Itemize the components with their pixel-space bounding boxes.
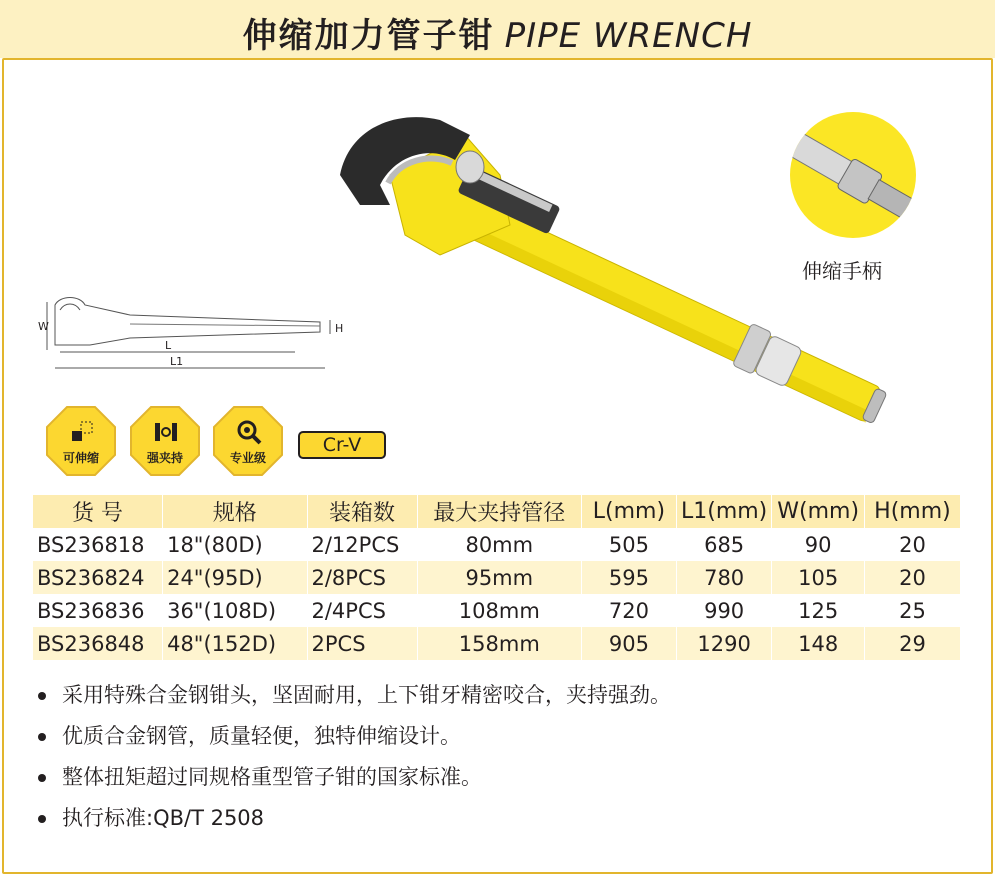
cell-item-no: BS236818 — [33, 528, 163, 561]
bullet-icon — [38, 815, 46, 823]
dimension-diagram — [30, 290, 360, 380]
cell-max-pipe: 158mm — [417, 627, 581, 660]
spec-table — [33, 495, 961, 660]
cell-l1: 685 — [676, 528, 772, 561]
table-row — [33, 561, 961, 594]
cell-item-no: BS236824 — [33, 561, 163, 594]
dim-h: H — [335, 322, 344, 335]
cell-w: 125 — [772, 594, 864, 627]
cell-max-pipe: 80mm — [417, 528, 581, 561]
dim-w: W — [38, 320, 49, 333]
expand-icon — [69, 419, 95, 445]
badge-label: 可伸缩 — [62, 451, 99, 465]
feature-text: 优质合金钢管，质量轻便，独特伸缩设计。 — [62, 724, 461, 748]
feature-text: 执行标准:QB/T 2508 — [62, 806, 265, 830]
badge-label: 专业级 — [229, 451, 266, 465]
cell-size: 36"(108D) — [163, 594, 307, 627]
page-title — [0, 8, 995, 57]
cell-pack: 2/8PCS — [307, 561, 417, 594]
col-header: L1(mm) — [676, 495, 772, 528]
feature-text: 整体扭矩超过同规格重型管子钳的国家标准。 — [62, 765, 482, 789]
list-item — [38, 803, 671, 844]
cell-w: 148 — [772, 627, 864, 660]
cell-w: 90 — [772, 528, 864, 561]
table-row — [33, 594, 961, 627]
badge-label: 强夹持 — [146, 451, 183, 465]
title-en: PIPE WRENCH — [504, 16, 753, 56]
cell-l1: 990 — [676, 594, 772, 627]
table-row — [33, 528, 961, 561]
bullet-icon — [38, 692, 46, 700]
cell-size: 48"(152D) — [163, 627, 307, 660]
cell-pack: 2/12PCS — [307, 528, 417, 561]
cell-l: 720 — [581, 594, 676, 627]
cell-max-pipe: 108mm — [417, 594, 581, 627]
col-header: 最大夹持管径 — [417, 495, 581, 528]
cell-h: 20 — [864, 528, 960, 561]
cell-l: 595 — [581, 561, 676, 594]
dim-l: L — [165, 339, 172, 352]
list-item — [38, 762, 671, 803]
cell-l: 905 — [581, 627, 676, 660]
cell-item-no: BS236848 — [33, 627, 163, 660]
clamp-icon — [153, 419, 179, 445]
cell-w: 105 — [772, 561, 864, 594]
badge-professional — [212, 405, 284, 477]
cell-l: 505 — [581, 528, 676, 561]
inset-label: 伸缩手柄 — [802, 259, 882, 283]
cell-pack: 2PCS — [307, 627, 417, 660]
cell-h: 29 — [864, 627, 960, 660]
col-header: 规格 — [163, 495, 307, 528]
cell-pack: 2/4PCS — [307, 594, 417, 627]
gear-magnifier-icon — [236, 419, 262, 445]
col-header: 装箱数 — [307, 495, 417, 528]
col-header: L(mm) — [581, 495, 676, 528]
bullet-icon — [38, 733, 46, 741]
col-header: 货 号 — [33, 495, 163, 528]
cell-h: 25 — [864, 594, 960, 627]
col-header: W(mm) — [772, 495, 864, 528]
title-cn: 伸缩加力管子钳 — [242, 16, 495, 56]
cell-max-pipe: 95mm — [417, 561, 581, 594]
col-header: H(mm) — [864, 495, 960, 528]
feature-list — [38, 680, 671, 844]
telescopic-handle-detail — [790, 112, 916, 238]
material-tag: Cr-V — [298, 431, 386, 459]
list-item — [38, 680, 671, 721]
bullet-icon — [38, 774, 46, 782]
table-row — [33, 627, 961, 660]
list-item — [38, 721, 671, 762]
badge-strong-grip — [129, 405, 201, 477]
feature-text: 采用特殊合金钢钳头，坚固耐用，上下钳牙精密咬合，夹持强劲。 — [62, 683, 671, 707]
dim-l1: L1 — [170, 355, 184, 368]
cell-l1: 1290 — [676, 627, 772, 660]
cell-l1: 780 — [676, 561, 772, 594]
cell-h: 20 — [864, 561, 960, 594]
cell-item-no: BS236836 — [33, 594, 163, 627]
cell-size: 18"(80D) — [163, 528, 307, 561]
table-header-row — [33, 495, 961, 528]
badge-telescopic — [45, 405, 117, 477]
cell-size: 24"(95D) — [163, 561, 307, 594]
